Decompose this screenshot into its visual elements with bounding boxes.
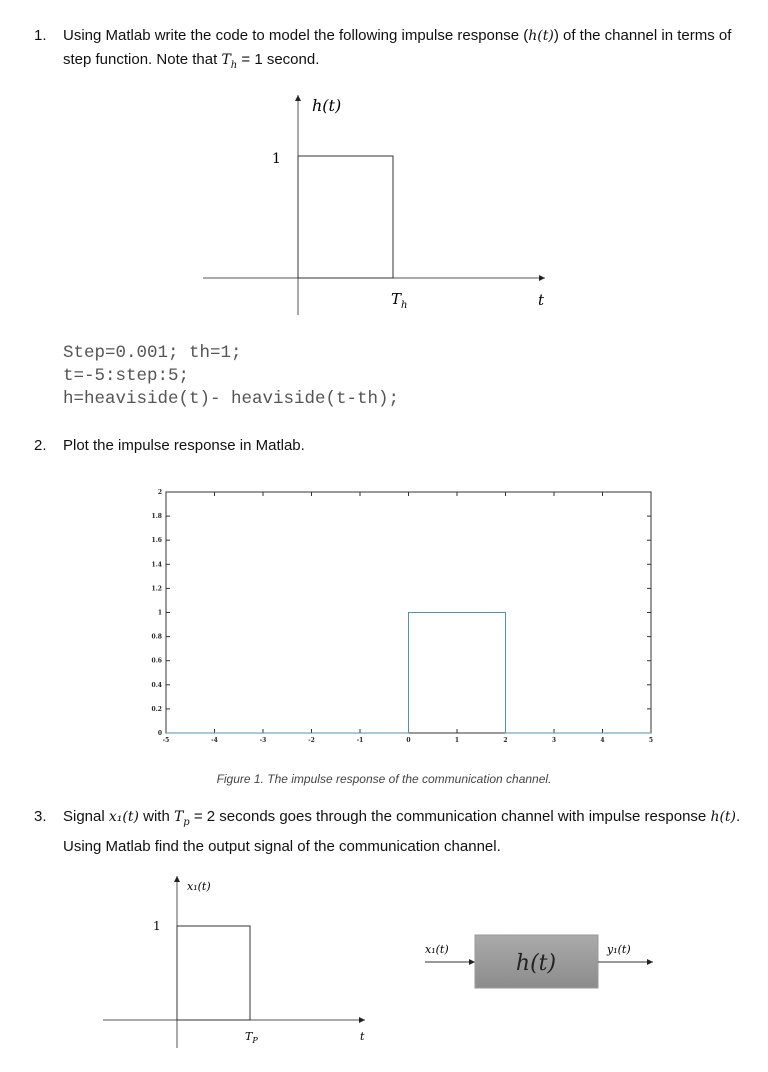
t-axis-label: t <box>360 1030 365 1043</box>
svg-text:0.2: 0.2 <box>151 705 162 713</box>
question-number: 3. <box>34 808 47 825</box>
y-axis-label: h(t) <box>312 96 342 115</box>
svg-text:4: 4 <box>600 737 605 744</box>
t-axis-label: t <box>538 291 545 309</box>
svg-text:-2: -2 <box>308 737 315 744</box>
question-text: Plot the impulse response in Matlab. <box>63 437 305 454</box>
code-line: t=-5:step:5; <box>63 366 190 386</box>
level-label: 1 <box>153 919 161 933</box>
svg-text:1.6: 1.6 <box>151 537 162 545</box>
question-number: 1. <box>34 27 47 44</box>
y-axis-label: x₁(t) <box>187 880 211 893</box>
svg-text:1: 1 <box>157 609 162 617</box>
svg-text:1.8: 1.8 <box>151 513 162 521</box>
h-series-line <box>166 613 651 734</box>
x-tick-labels <box>163 737 653 744</box>
th-label: $T_h$ <box>391 290 408 311</box>
tp-label: $T_P$ <box>245 1030 258 1045</box>
svg-text:0: 0 <box>406 737 411 744</box>
question-3 <box>34 805 744 859</box>
level-label: 1 <box>272 151 281 167</box>
svg-text:-3: -3 <box>259 737 267 744</box>
pulse-rect <box>298 156 393 278</box>
code-line: Step=0.001; th=1; <box>63 343 242 363</box>
svg-text:-4: -4 <box>211 737 218 744</box>
svg-text:-1: -1 <box>356 737 364 744</box>
svg-text:2: 2 <box>503 737 508 744</box>
svg-text:0: 0 <box>157 730 162 737</box>
question-1 <box>34 24 744 78</box>
matlab-code-block <box>63 342 399 411</box>
svg-text:0.8: 0.8 <box>151 633 162 641</box>
input-signal-diagram <box>95 870 380 1055</box>
question-text: Using Matlab write the code to model the following impulse response (h(t)) of the channel in terms of step function. Note that $T_h = 1$ second. <box>63 27 732 71</box>
pulse-rect <box>177 926 250 1020</box>
svg-text:-5: -5 <box>162 737 170 744</box>
block-label: h(t) <box>515 951 557 976</box>
svg-text:3: 3 <box>551 737 557 744</box>
svg-text:1.2: 1.2 <box>151 585 162 593</box>
question-number: 2. <box>34 437 47 454</box>
svg-text:2: 2 <box>157 489 162 496</box>
svg-text:1.4: 1.4 <box>151 561 162 569</box>
svg-text:1: 1 <box>454 737 460 744</box>
code-line: h=heaviside(t)- heaviside(t-th); <box>63 389 400 409</box>
output-label: y₁(t) <box>607 943 631 956</box>
svg-text:0.4: 0.4 <box>151 681 162 689</box>
svg-text:5: 5 <box>648 737 654 744</box>
question-text: Signal x₁(t) with $T_p = 2$ seconds goes through the communication channel with impulse response h(t). Using Matlab find the output signal of the communication channel. <box>63 808 741 855</box>
impulse-response-diagram <box>195 85 565 320</box>
input-label: x₁(t) <box>425 943 449 956</box>
question-2 <box>34 434 744 458</box>
y-tick-labels <box>152 489 162 737</box>
channel-block-diagram <box>415 925 665 995</box>
figure-caption: Figure 1. The impulse response of the communication channel. <box>216 772 552 786</box>
impulse-response-plot <box>140 484 670 754</box>
svg-text:0.6: 0.6 <box>151 657 162 665</box>
